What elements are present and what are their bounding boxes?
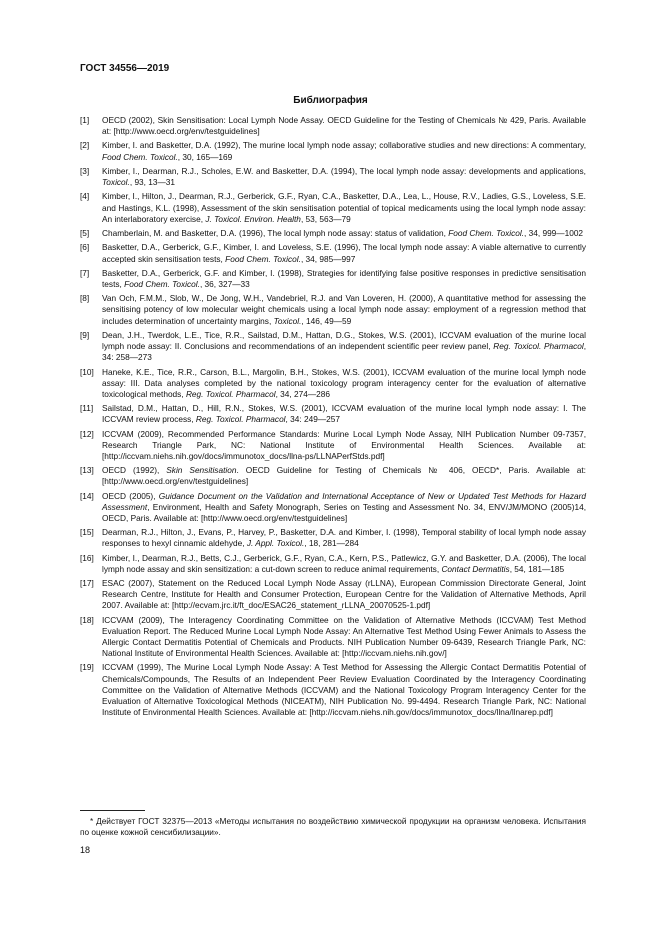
entry-number: [5] bbox=[80, 228, 90, 239]
entry-source-title: Skin Sensitisation bbox=[166, 465, 237, 476]
bibliography-entry bbox=[80, 140, 586, 162]
bibliography-entry bbox=[80, 191, 586, 224]
document-code-header: ГОСТ 34556—2019 bbox=[80, 63, 170, 74]
entry-text-tail: , 34, 999—1002 bbox=[524, 228, 584, 239]
entry-text-lead: Chamberlain, M. and Basketter, D.A. (1996), The local lymph node assay: status of validation, bbox=[102, 228, 449, 239]
entry-text bbox=[102, 553, 586, 574]
entry-text bbox=[102, 293, 586, 325]
entry-source-title: Guidance Document on the Validation and International Acceptance of New or Updated Test Methods for Hazard Assessment bbox=[102, 490, 587, 512]
entry-number: [10] bbox=[80, 366, 94, 377]
entry-number: [19] bbox=[80, 662, 94, 673]
entry-source-title: Reg. Toxicol. Pharmacol bbox=[493, 341, 584, 352]
bibliography-entry bbox=[80, 491, 586, 524]
entry-text-lead: Kimber, I., Hilton, J., Dearman, R.J., Gerberick, G.F., Ryan, C.A., Basketter, D.A., Lea, L., House, R.V., Ladies, G.S., Loveless, S.E. and Hastings, K.L. (1998), Assessment of the skin sensitisation potential of topical medicaments using the local lymph node assay: An interlaboratory exercise, bbox=[102, 191, 586, 224]
entry-text bbox=[102, 491, 586, 523]
entry-source-title: Food Chem. Toxicol. bbox=[124, 279, 200, 289]
entry-text-lead: Basketter, D.A., Gerberick, G.F. and Kimber, I. (1998), Strategies for identifying false positive responses in predictive sensitisation tests, bbox=[102, 267, 586, 289]
bibliography-entry bbox=[80, 527, 586, 549]
bibliography-entry bbox=[80, 330, 586, 363]
entry-number: [2] bbox=[80, 140, 90, 151]
entry-source-title: Toxicol. bbox=[102, 177, 130, 188]
entry-number: [15] bbox=[80, 527, 94, 538]
bibliography-entry bbox=[80, 615, 586, 659]
entry-source-title: Food Chem. Toxicol. bbox=[102, 151, 178, 162]
entry-text-lead: Van Och, F.M.M., Slob, W., De Jong, W.H., Vandebriel, R.J. and Van Loveren, H. (2000), A quantitative method for assessing the sensitising potency of low molecular weight chemicals using a local lymph node assay: employment of a regression method that includes determination of uncertainty margins, bbox=[102, 293, 586, 326]
entry-text: ICCVAM (1999), The Murine Local Lymph Node Assay: A Test Method for Assessing the Allergic Contact Dermatitis Potential of Chemicals/Compounds, The Results of an Independent Peer Review Evaluation Coordinated by the Interagency Coordinating Committee on the Validation of Alternative Methods (ICCVAM) and the National Toxicology Program Interagency Center for the Evaluation of Alternative Toxicological Methods (NICEATM), NIH Publication No. 99-4494. Research Triangle Park, NC: National Institute of Environmental Health Sciences. Available at: [http://iccvam.niehs.nih.gov/docs/immunotox_docs/llna/llnarep.pdf] bbox=[102, 662, 586, 717]
entry-text-tail: , 34: 258—273 bbox=[102, 341, 586, 363]
entry-number: [7] bbox=[80, 267, 90, 278]
bibliography-entry bbox=[80, 115, 586, 137]
entry-text-tail: , 34, 985—997 bbox=[300, 253, 356, 264]
entry-source-title: Food Chem. Toxicol. bbox=[448, 228, 524, 239]
entry-number: [13] bbox=[80, 465, 94, 476]
entry-number: [14] bbox=[80, 490, 94, 501]
bibliography-entry bbox=[80, 228, 586, 239]
entry-text-lead: Sailstad, D.M., Hattan, D., Hill, R.N., Stokes, W.S. (2001), ICCVAM evaluation of the murine local lymph node assay: I. The ICCVAM review process, bbox=[102, 403, 586, 425]
entry-text-lead: Dearman, R.J., Hilton, J., Evans, P., Harvey, P., Basketter, D.A. and Kimber, I. (1998), Temporal stability of local lymph node assay responses to hexyl cinnamic aldehyde, bbox=[102, 527, 586, 549]
bibliography-entry bbox=[80, 403, 586, 425]
entry-text-lead: Kimber, I., Dearman, R.J., Betts, C.J., Gerberick, G.F., Ryan, C.A., Kern, P.S., Patlewicz, G.Y. and Basketter, D.A. (2006), The local lymph node assay and skin sensitization: a cut-down screen to reduce animal requirements, bbox=[102, 552, 586, 574]
entry-text-tail: , 93, 13—31 bbox=[129, 177, 176, 188]
entry-number: [4] bbox=[80, 191, 90, 202]
bibliography-entry bbox=[80, 553, 586, 575]
entry-text: ICCVAM (2009), The Interagency Coordinating Committee on the Validation of Alternative Methods (ICCVAM) Test Method Evaluation Report. The Reduced Murine Local Lymph Node Assay: An Alternative Test Method Using Fewer Animals to Assess the Allergic Contact Dermatitis Potential of Chemicals and Products. NIH Publication Number 09-6439, Research Triangle Park, NC: National Institute of Environmental Health Sciences. Available at: [http://iccvam.niehs.nih.gov/] bbox=[102, 614, 586, 659]
entry-number: [3] bbox=[80, 165, 90, 176]
entry-text-tail: , 146, 49—59 bbox=[301, 315, 352, 326]
bibliography-entry bbox=[80, 578, 586, 611]
entry-text-lead: Kimber, I., Dearman, R.J., Scholes, E.W. and Basketter, D.A. (1994), The local lymph node assay: developments and applications, bbox=[102, 165, 586, 176]
entry-source-title: Food Chem. Toxicol. bbox=[225, 253, 301, 264]
footnote: * Действует ГОСТ 32375—2013 «Методы испытания по воздействию химической продукции на организм человека. Испытания по оценке кожной сенсибилизации». bbox=[80, 816, 586, 838]
entry-text: OECD (2002), Skin Sensitisation: Local Lymph Node Assay. OECD Guideline for the Testing of Chemicals № 429, Paris. Available at: [http://www.oecd.org/env/testguidelines] bbox=[102, 115, 586, 137]
entry-text-tail: , 34: 249—257 bbox=[285, 414, 340, 425]
entry-text bbox=[102, 228, 583, 238]
entry-text-tail: , 18, 281—284 bbox=[304, 538, 359, 549]
bibliography-entry bbox=[80, 242, 586, 264]
entry-text bbox=[102, 268, 586, 289]
footnote-divider bbox=[80, 810, 145, 811]
entry-text-tail: , 54, 181—185 bbox=[509, 563, 565, 574]
entry-number: [12] bbox=[80, 428, 94, 439]
entry-text bbox=[102, 330, 586, 362]
entry-text-tail: , 34, 274—286 bbox=[275, 388, 330, 399]
entry-text-tail: , 36, 327—33 bbox=[199, 279, 250, 289]
entry-text-lead: Dean, J.H., Twerdok, L.E., Tice, R.R., Sailstad, D.M., Hattan, D.G., Stokes, W.S. (2001), ICCVAM evaluation of the murine local lymph node assay: II. Conclusions and recommendations of an independent scientific peer review panel, bbox=[102, 329, 586, 352]
entry-text-lead: OECD (1992), bbox=[102, 465, 167, 476]
entry-number: [6] bbox=[80, 242, 90, 253]
bibliography-list bbox=[80, 115, 586, 721]
entry-text-lead: OECD (2005), bbox=[102, 490, 159, 501]
entry-text: ICCVAM (2009), Recommended Performance Standards: Murine Local Lymph Node Assay, NIH Publication Number 09-7357, Research Triangle Park, NC: National Institute of Environmental Health Sciences. Available at: [http://iccvam.niehs.nih.gov/docs/immunotox_docs/llna-ps/LLNAPerfStds.pdf] bbox=[102, 428, 586, 461]
entry-text bbox=[102, 465, 586, 486]
entry-text: ESAC (2007), Statement on the Reduced Local Lymph Node Assay (rLLNA), European Commission Directorate General, Joint Research Centre, Institute for Health and Consumer Protection, European Centre for the Validation of Alternative Methods, April 2007. Available at: [http://ecvam.jrc.it/ft_doc/ESAC26_statement_rLLNA_20070525-1.pdf] bbox=[102, 578, 586, 611]
entry-source-title: J. Toxicol. Environ. Health bbox=[205, 213, 301, 224]
entry-number: [18] bbox=[80, 614, 94, 625]
bibliography-entry bbox=[80, 662, 586, 717]
entry-text-lead: Basketter, D.A., Gerberick, G.F., Kimber, I. and Loveless, S.E. (1996), The local lymph node assay: A viable alternative to currently accepted skin sensitisation tests, bbox=[102, 242, 586, 264]
entry-text-tail: , 30, 165—169 bbox=[177, 151, 233, 162]
section-title: Библиография bbox=[293, 95, 368, 106]
entry-source-title: Reg. Toxicol. Pharmacol bbox=[195, 414, 286, 425]
entry-number: [17] bbox=[80, 578, 94, 589]
bibliography-entry bbox=[80, 465, 586, 487]
entry-text-tail: , Environment, Health and Safety Monograph, Series on Testing and Assessment No. 34, ENV/JM/MONO (2005)14, OECD, Paris. Available at: [http://www.oecd.org/env/testguidelines] bbox=[102, 501, 586, 523]
entry-text bbox=[102, 527, 586, 548]
entry-text-lead: Haneke, K.E., Tice, R.R., Carson, B.L., Margolin, B.H., Stokes, W.S. (2001), ICCVAM evaluation of the murine local lymph node assay: III. Data analyses completed by the national toxicology program interagency center for the evaluation of alternative toxicological methods, bbox=[102, 366, 586, 399]
entry-text bbox=[102, 191, 586, 223]
entry-text-tail: . OECD Guideline for Testing of Chemicals № 406, OECD*, Paris. Available at: [http://www.oecd.org/env/testguidelines] bbox=[102, 465, 586, 487]
entry-source-title: Contact Dermatitis bbox=[441, 563, 510, 574]
entry-number: [1] bbox=[80, 115, 90, 125]
entry-number: [9] bbox=[80, 329, 90, 340]
entry-text bbox=[102, 403, 586, 424]
entry-number: [8] bbox=[80, 293, 90, 304]
entry-number: [11] bbox=[80, 403, 94, 414]
entry-source-title: Reg. Toxicol. Pharmacol bbox=[185, 388, 276, 399]
entry-text bbox=[102, 242, 586, 263]
page-number: 18 bbox=[80, 845, 91, 855]
bibliography-entry bbox=[80, 268, 586, 290]
entry-number: [16] bbox=[80, 552, 94, 563]
entry-text bbox=[102, 367, 586, 399]
bibliography-entry bbox=[80, 429, 586, 462]
entry-text-tail: , 53, 563—79 bbox=[300, 213, 351, 224]
bibliography-entry bbox=[80, 293, 586, 326]
entry-text bbox=[102, 140, 586, 161]
entry-text-lead: Kimber, I. and Basketter, D.A. (1992), The murine local lymph node assay; collaborative studies and new directions: A commentary, bbox=[102, 140, 586, 151]
bibliography-entry bbox=[80, 367, 586, 400]
entry-text bbox=[102, 166, 586, 187]
bibliography-entry bbox=[80, 166, 586, 188]
entry-source-title: J. Appl. Toxicol. bbox=[246, 538, 305, 549]
entry-source-title: Toxicol. bbox=[273, 315, 302, 326]
